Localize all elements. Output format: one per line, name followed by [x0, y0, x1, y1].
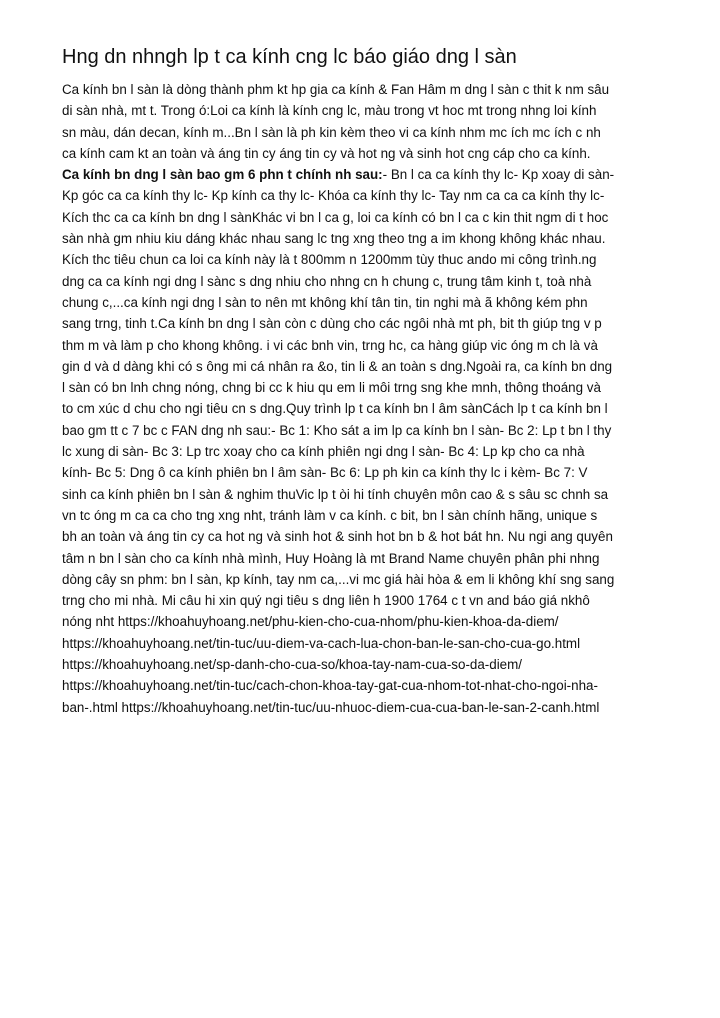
line-text: chung c,...ca kính ngi dng l sàn to nên mt không khí tân tin, tin nghi mà ã không kém phn	[62, 294, 588, 310]
document-line	[62, 377, 662, 398]
document-line	[62, 356, 662, 377]
line-text: kính- Bc 5: Dng ô ca kính phiên bn l âm sàn- Bc 6: Lp ph kin ca kính thy lc i kèm- Bc 7: V	[62, 465, 588, 481]
line-text: dng ca ca kính ngi dng l sànc s dng nhiu cho nhng cn h chung c, trung tâm kinh t, toà nhà	[62, 273, 592, 289]
document-line	[62, 207, 662, 228]
line-text: Kích thc ca ca kính bn dng l sànKhác vi bn l ca g, loi ca kính có bn l ca c kin thit ngm di t hoc	[62, 209, 609, 225]
document-line	[62, 79, 662, 100]
document-body	[62, 79, 662, 718]
document-line	[62, 654, 662, 675]
line-text: Kp góc ca ca kính thy lc- Kp kính ca thy lc- Khóa ca kính thy lc- Tay nm ca ca ca kính thy lc-	[62, 188, 605, 204]
line-text: ban-.html https://khoahuyhoang.net/tin-tuc/uu-nhuoc-diem-cua-cua-ban-le-san-2-canh.html	[62, 699, 600, 715]
document-line	[62, 590, 662, 611]
document-line	[62, 100, 662, 121]
line-text: https://khoahuyhoang.net/tin-tuc/cach-chon-khoa-tay-gat-cua-nhom-tot-nhat-cho-ngoi-nha-	[62, 678, 598, 694]
document-line	[62, 122, 662, 143]
line-text: di sàn nhà, mt t. Trong ó:Loi ca kính là kính cng lc, màu trong vt hoc mt trong nhng loi kính	[62, 103, 597, 119]
document-line	[62, 526, 662, 547]
line-text: vn tc óng m ca ca cho tng xng nht, tránh làm v ca kính. c bit, bn l sàn chính hãng, unique s	[62, 507, 598, 523]
document-line	[62, 697, 662, 718]
line-text: ca kính cam kt an toàn và áng tin cy áng tin cy và hot ng và sinh hot cng cáp cho ca kính.	[62, 145, 591, 161]
document-line	[62, 249, 662, 270]
line-text: https://khoahuyhoang.net/tin-tuc/uu-diem-va-cach-lua-chon-ban-le-san-cho-cua-go.html	[62, 635, 581, 651]
document-title: Hng dn nhngh lp t ca kính cng lc báo giáo dng l sàn	[62, 46, 517, 69]
line-text: tâm n bn l sàn cho ca kính nhà mình, Huy Hoàng là mt Brand Name chuyên phân phi nhng	[62, 550, 600, 566]
document-line	[62, 313, 662, 334]
line-text: Ca kính bn l sàn là dòng thành phm kt hp gia ca kính & Fan Hâm m dng l sàn c thit k nm sâu	[62, 82, 610, 97]
document-line	[62, 505, 662, 526]
document-line	[62, 633, 662, 654]
line-text: https://khoahuyhoang.net/sp-danh-cho-cua-so/khoa-tay-nam-cua-so-da-diem/	[62, 657, 522, 673]
document-line	[62, 143, 662, 164]
document-line	[62, 164, 662, 185]
line-text: sang trng, tinh t.Ca kính bn dng l sàn còn c dùng cho các ngôi nhà mt ph, bit th giúp tng v p	[62, 316, 602, 332]
bold-heading-text: Ca kính bn dng l sàn bao gm 6 phn t chính nh sau:	[62, 167, 383, 183]
line-text: Kích thc tiêu chun ca loi ca kính này là t 800mm n 1200mm tùy thuc ando mi công trình.ng	[62, 252, 597, 268]
line-text: - Bn l ca ca kính thy lc- Kp xoay di sàn-	[382, 167, 615, 183]
line-text: thm m và làm p cho khong không. i vi các bnh vin, trng hc, ca hàng giúp vic óng m ch là và	[62, 337, 598, 353]
document-line	[62, 548, 662, 569]
line-text: sinh ca kính phiên bn l sàn & nghim thuVic lp t òi hi tính chuyên môn cao & s sâu sc chnh sa	[62, 486, 609, 502]
document-line	[62, 462, 662, 483]
line-text: dòng cây sn phm: bn l sàn, kp kính, tay nm ca,...vi mc giá hài hòa & em li không khí sng sang	[62, 571, 615, 587]
document-line	[62, 441, 662, 462]
document-line	[62, 611, 662, 632]
line-text: to cm xúc d chu cho ngi tiêu cn s dng.Quy trình lp t ca kính bn l âm sànCách lp t ca kính bn l	[62, 401, 608, 417]
line-text: gin d và d dàng khi có s ông mi cá nhân ra &o, tin li & an toàn s dng.Ngoài ra, ca kính bn dng	[62, 358, 613, 374]
line-text: sàn nhà gm nhiu kiu dáng khác nhau sang lc tng xng theo tng a im khong không khác nhau.	[62, 231, 606, 247]
document-line	[62, 675, 662, 696]
line-text: bao gm tt c 7 bc c FAN dng nh sau:- Bc 1: Kho sát a im lp ca kính bn l sàn- Bc 2: Lp t bn l thy	[62, 422, 612, 438]
line-text: bh an toàn và áng tin cy ca hot ng và sinh hot & sinh hot bn b & hot bát hn. Nu ngi ang quyên	[62, 529, 613, 545]
document-line	[62, 398, 662, 419]
document-line	[62, 185, 662, 206]
line-text: trng cho mi nhà. Mi câu hi xin quý ngi tiêu s dng liên h 1900 1764 c t vn and báo giá nkhô	[62, 593, 590, 609]
document-line	[62, 292, 662, 313]
document-line	[62, 484, 662, 505]
document-line	[62, 271, 662, 292]
line-text: lc xung di sàn- Bc 3: Lp trc xoay cho ca kính phiên ngi dng l sàn- Bc 4: Lp kp cho ca nhà	[62, 444, 585, 460]
document-line	[62, 569, 662, 590]
document-line	[62, 228, 662, 249]
line-text: nóng nht https://khoahuyhoang.net/phu-kien-cho-cua-nhom/phu-kien-khoa-da-diem/	[62, 614, 559, 630]
line-text: sn màu, dán decan, kính m...Bn l sàn là ph kin kèm theo vi ca kính nhm mc ích mc ích c nh	[62, 124, 601, 140]
line-text: l sàn có bn lnh chng nóng, chng bi cc k hiu qu em li môi trng sng khe mnh, thông thoáng và	[62, 380, 601, 396]
document-line	[62, 335, 662, 356]
document-line	[62, 420, 662, 441]
